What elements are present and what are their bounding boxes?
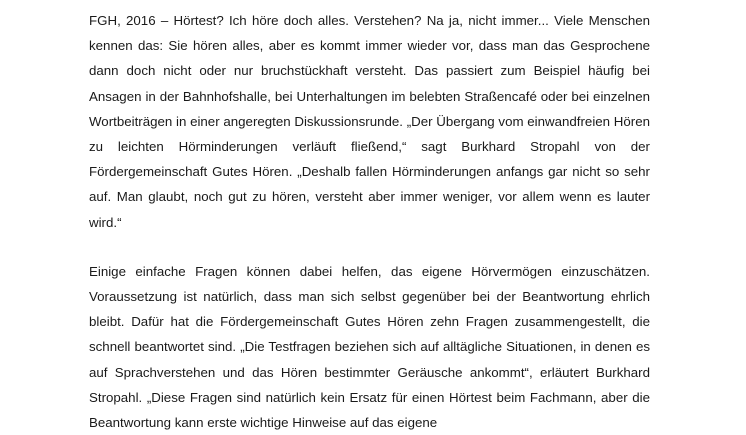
document-page xyxy=(89,8,650,435)
paragraph-questions: Einige einfache Fragen können dabei helfen, das eigene Hörvermögen einzuschätzen. Voraussetzung ist natürlich, dass man sich selbst gegenüber bei der Beantwortung ehrlich bleibt. Dafür hat die Fördergemeinschaft Gutes Hören zehn Fragen zusammengestellt, die schnell beantwortet sind. „Die Testfragen beziehen sich auf alltägliche Situationen, in denen es auf Sprachverstehen und das Hören bestimmter Geräusche ankommt“, erläutert Burkhard Stropahl. „Diese Fragen sind natürlich kein Ersatz für einen Hörtest beim Fachmann, aber die Beantwortung kann erste wichtige Hinweise auf das eigene xyxy=(89,263,650,431)
paragraph-intro: FGH, 2016 – Hörtest? Ich höre doch alles. Verstehen? Na ja, nicht immer... Viele Menschen kennen das: Sie hören alles, aber es kommt immer wieder vor, dass man das Gesprochene dann doch nicht oder nur bruchstückhaft versteht. Das passiert zum Beispiel häufig bei Ansagen in der Bahnhofshalle, bei Unterhaltungen im belebten Straßencafé oder bei einzelnen Wortbeiträgen in einer angeregten Diskussionsrunde. „Der Übergang vom einwandfreien Hören zu leichten Hörminderungen verläuft fließend,“ sagt Burkhard Stropahl von der Fördergemeinschaft Gutes Hören. „Deshalb fallen Hörminderungen anfangs gar nicht so sehr auf. Man glaubt, noch gut zu hören, versteht aber immer weniger, vor allem wenn es lauter wird.“ xyxy=(89,13,650,230)
